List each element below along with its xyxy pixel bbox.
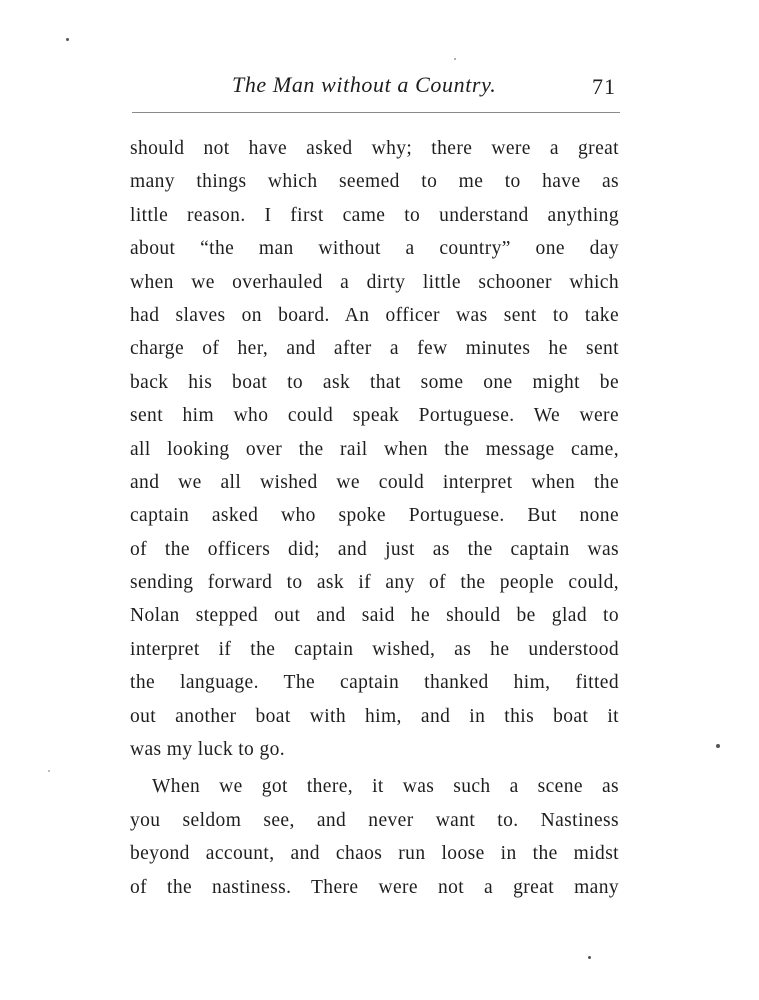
text-line: out another boat with him, and in this boat it bbox=[130, 705, 619, 727]
text-line: when we overhauled a dirty little schooner which bbox=[130, 271, 619, 293]
scan-speck bbox=[588, 956, 591, 959]
text-line: the language. The captain thanked him, fitted bbox=[130, 672, 619, 694]
text-line: you seldom see, and never want to. Nastiness bbox=[130, 809, 619, 831]
text-line: and we all wished we could interpret when the bbox=[130, 471, 619, 493]
text-line: sent him who could speak Portuguese. We were bbox=[130, 405, 619, 427]
text-line: many things which seemed to me to have as bbox=[130, 171, 619, 193]
scan-speck bbox=[66, 38, 69, 41]
text-line: beyond account, and chaos run loose in the midst bbox=[130, 843, 619, 865]
text-line: back his boat to ask that some one might be bbox=[130, 371, 619, 393]
text-line: all looking over the rail when the message came, bbox=[130, 438, 619, 460]
text-line: When we got there, it was such a scene as bbox=[152, 776, 619, 798]
scan-speck bbox=[454, 58, 456, 60]
text-line: Nolan stepped out and said he should be glad to bbox=[130, 605, 619, 627]
body-text bbox=[130, 132, 619, 904]
text-line: interpret if the captain wished, as he understood bbox=[130, 638, 619, 660]
scan-speck bbox=[716, 744, 720, 748]
running-title: The Man without a Country. bbox=[232, 72, 497, 97]
text-line: of the nastiness. There were not a great many bbox=[130, 876, 619, 898]
text-line: had slaves on board. An officer was sent to take bbox=[130, 304, 619, 326]
text-line: sending forward to ask if any of the people could, bbox=[130, 572, 619, 594]
text-line: was my luck to go. bbox=[130, 739, 286, 761]
text-line: about “the man without a country” one day bbox=[130, 238, 619, 260]
text-line: charge of her, and after a few minutes he sent bbox=[130, 338, 619, 360]
text-line: of the officers did; and just as the captain was bbox=[130, 538, 619, 560]
text-line: should not have asked why; there were a great bbox=[130, 138, 619, 159]
scan-speck bbox=[48, 770, 50, 772]
text-line: little reason. I first came to understand anything bbox=[130, 204, 619, 226]
header-rule bbox=[132, 112, 620, 113]
text-line: captain asked who spoke Portuguese. But none bbox=[130, 505, 619, 527]
running-head bbox=[0, 72, 759, 102]
page-number: 71 bbox=[592, 74, 616, 99]
